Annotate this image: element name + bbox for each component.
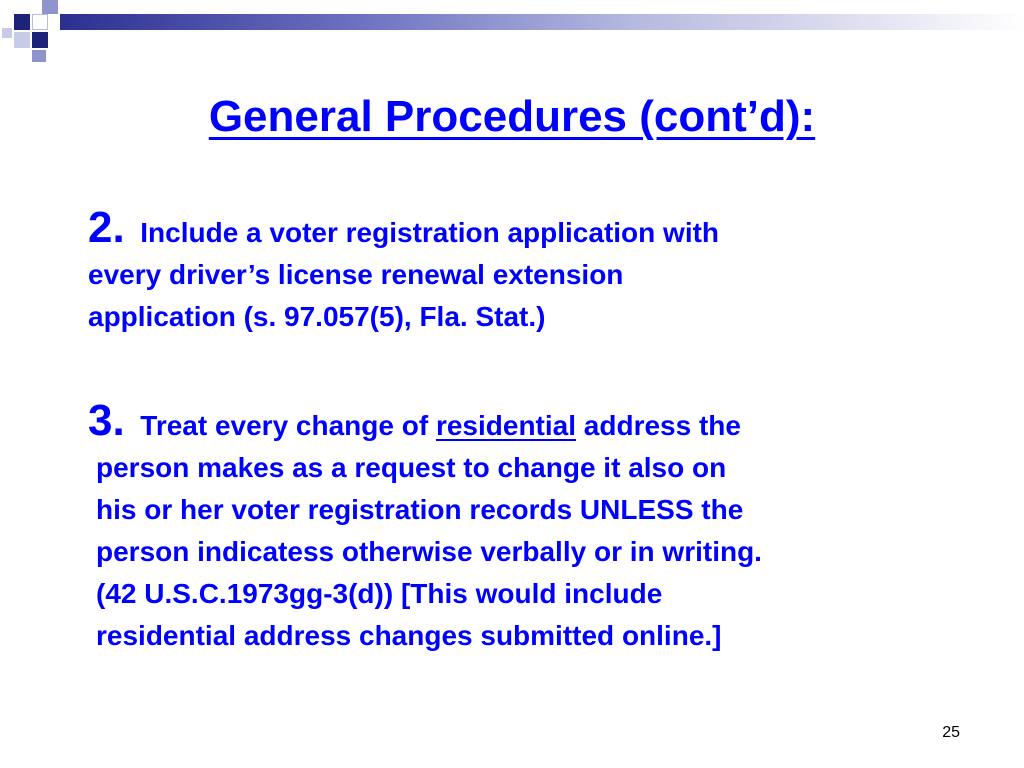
decorative-square xyxy=(14,32,30,48)
item-text: residential address changes submitted online.] xyxy=(96,620,722,651)
decorative-square xyxy=(32,14,48,30)
procedure-item-2 xyxy=(88,203,888,338)
item-text: (42 U.S.C.1973gg-3(d)) [This would include xyxy=(96,578,663,609)
procedure-item-3 xyxy=(88,396,928,657)
header-gradient-bar xyxy=(60,14,1024,30)
item-text: person makes as a request to change it also on xyxy=(96,452,727,483)
item-text: application (s. 97.057(5), Fla. Stat.) xyxy=(88,301,546,332)
item-text: Treat every change of xyxy=(140,410,429,441)
item-text: person indicatess otherwise verbally or in writing. xyxy=(96,536,762,567)
item-number: 2. xyxy=(88,203,125,252)
decorative-square xyxy=(32,50,46,62)
item-text: address the xyxy=(583,410,741,441)
decorative-square xyxy=(42,0,58,14)
decorative-square xyxy=(2,28,12,38)
item-text: his or her voter registration records UNLESS the xyxy=(96,494,744,525)
item-text: Include a voter registration application with xyxy=(140,217,720,248)
underlined-word: residential xyxy=(435,410,577,441)
decorative-square xyxy=(32,32,48,48)
slide-title: General Procedures (cont’d): xyxy=(208,92,816,141)
item-text: every driver’s license renewal extension xyxy=(88,259,624,290)
decorative-square xyxy=(14,14,30,30)
page-number: 25 xyxy=(942,724,960,741)
item-number: 3. xyxy=(88,396,125,445)
